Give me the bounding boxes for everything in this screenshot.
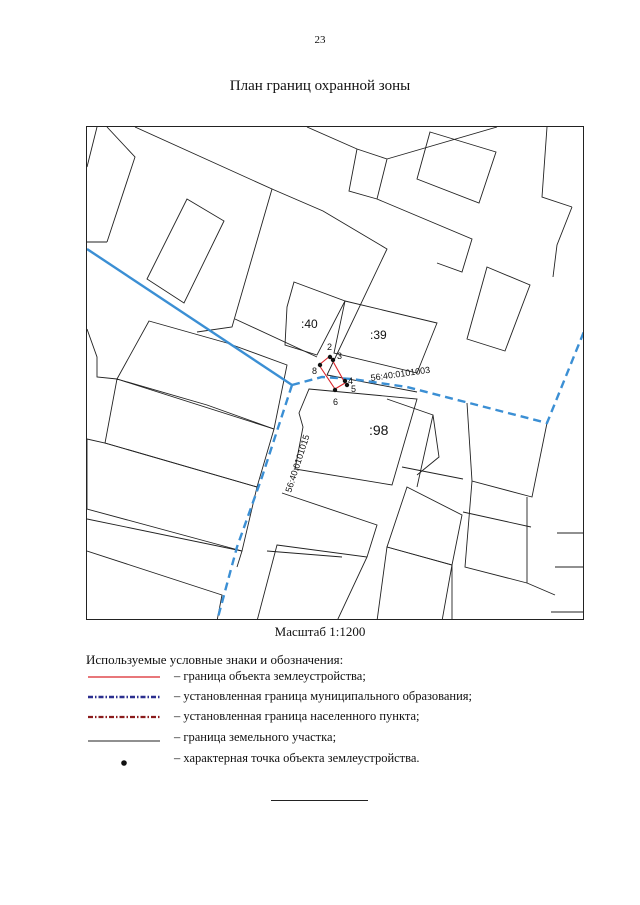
label-quarter-left: 56:40:0101015	[283, 433, 312, 494]
parcel-outline	[107, 127, 135, 242]
parcel-outline	[377, 199, 472, 272]
parcel-outline	[307, 127, 387, 199]
page-number: 23	[314, 34, 326, 46]
municipal-boundary-dashed-road	[217, 385, 292, 620]
legend-text: – установленная граница населенного пункта;	[174, 709, 420, 723]
parcel-outline	[417, 132, 496, 203]
label-parcel-40: :40	[301, 317, 318, 331]
dot-symbol	[86, 750, 166, 768]
parcel-outline	[387, 127, 497, 159]
map-drawing	[87, 127, 584, 620]
parcel-outline	[553, 207, 572, 277]
black-line-symbol	[86, 729, 166, 747]
parcel-outline	[417, 415, 439, 475]
parcel-outline	[467, 267, 530, 351]
label-quarter-right: 56:40:0101003	[369, 364, 431, 383]
map-scale: Масштаб 1:1200	[274, 624, 366, 639]
parcel-boundaries	[87, 127, 584, 620]
parcel-outline	[542, 127, 572, 207]
label-point-4: 4	[348, 376, 354, 386]
point-3	[331, 358, 335, 362]
label-point-8: 8	[312, 366, 318, 376]
darkred-dashdot-line-symbol	[86, 708, 166, 726]
label-parcel-98: :98	[369, 422, 389, 438]
parcel-outline	[87, 329, 117, 379]
parcel-outline	[402, 467, 463, 479]
legend-item-settlement-boundary	[86, 708, 566, 726]
label-point-2: 2	[327, 342, 333, 352]
parcel-outline	[387, 399, 433, 487]
parcel-outline	[87, 551, 222, 620]
label-point-3: 3	[337, 351, 343, 361]
point-8	[318, 363, 322, 367]
parcel-outline	[147, 199, 224, 303]
legend-text: – граница объекта землеустройства;	[174, 669, 366, 683]
parcel-outline	[117, 321, 287, 429]
municipal-boundary-solid	[87, 249, 292, 385]
parcel-outline	[257, 545, 367, 620]
parcel-outline	[87, 439, 257, 551]
legend-item-parcel-boundary	[86, 729, 566, 747]
label-point-5: 5	[351, 384, 357, 394]
label-point-6: 6	[333, 397, 339, 407]
parcel-outline	[135, 127, 272, 332]
blue-dashdot-line-symbol	[86, 688, 166, 706]
label-parcel-39: :39	[370, 328, 387, 342]
parcel-outline	[87, 127, 97, 167]
legend-item-object-boundary	[86, 668, 566, 686]
cadastral-map	[86, 126, 584, 620]
parcel-outline	[105, 379, 274, 487]
page-title: План границ охранной зоны	[229, 78, 411, 94]
point-4	[343, 379, 347, 383]
parcel-outline	[527, 497, 555, 595]
legend-item-characteristic-point	[86, 750, 566, 768]
legend-heading: Используемые условные знаки и обозначения:	[86, 652, 344, 667]
parcel-outline	[467, 403, 547, 497]
parcel-outline	[465, 481, 527, 583]
signature-line	[271, 800, 368, 801]
point-6	[333, 388, 337, 392]
parcel-outline	[377, 547, 452, 620]
legend-text: – характерная точка объекта землеустройства.	[174, 751, 420, 765]
parcel-outline	[87, 519, 242, 567]
red-line-symbol	[86, 668, 166, 686]
parcel-outline	[387, 487, 462, 565]
legend-text: – граница земельного участка;	[174, 730, 337, 744]
legend-text: – установленная граница муниципального образования;	[174, 689, 473, 703]
legend-item-municipal-boundary	[86, 688, 566, 706]
parcel-outline	[463, 512, 531, 527]
